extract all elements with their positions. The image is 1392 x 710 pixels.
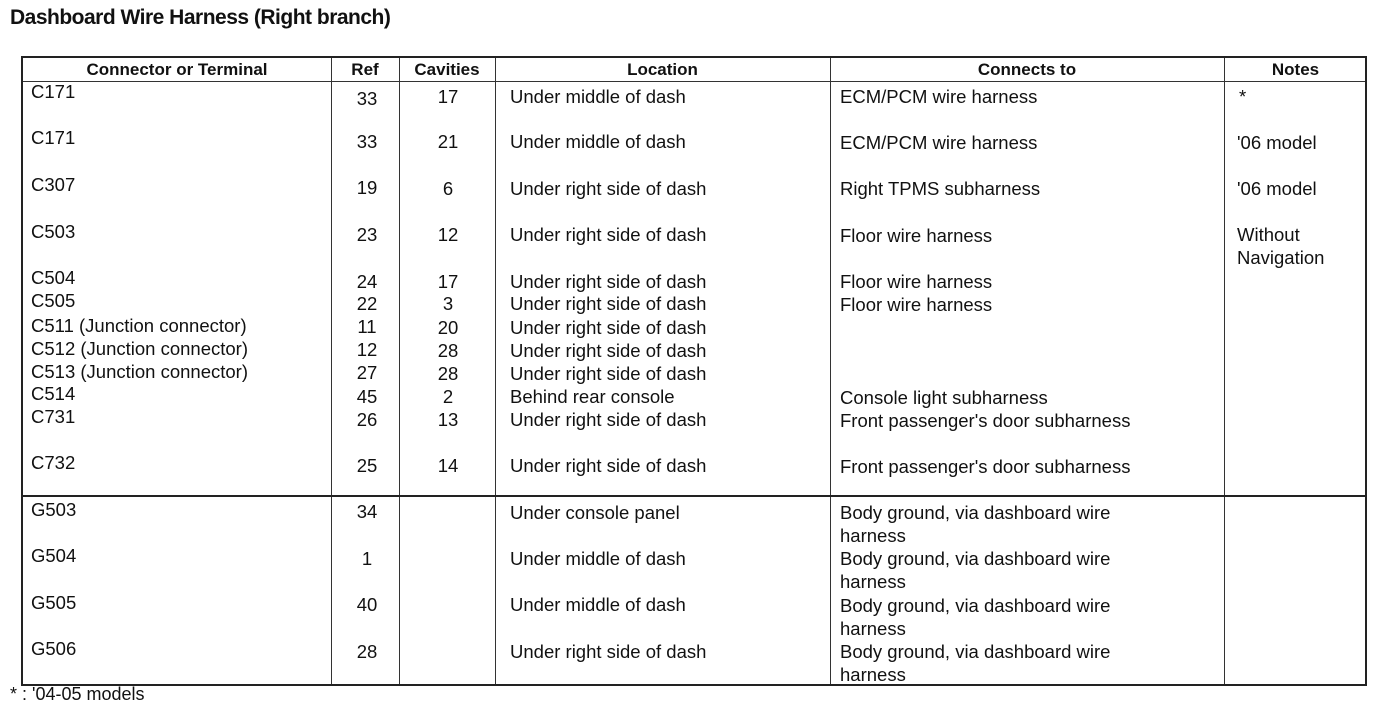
header-divider xyxy=(23,81,1365,82)
connects-to-cell: Front passenger's door subharness xyxy=(840,456,1131,477)
ref-cell: 12 xyxy=(356,339,378,360)
location-cell: Under middle of dash xyxy=(510,594,686,615)
cavities-cell: 13 xyxy=(437,409,459,430)
page-title: Dashboard Wire Harness (Right branch) xyxy=(10,6,391,29)
location-cell: Behind rear console xyxy=(510,386,675,407)
connector-cell: C512 (Junction connector) xyxy=(31,338,248,359)
connects-to-cell: Body ground, via dashboard wire harness xyxy=(840,502,1111,546)
connector-cell: C505 xyxy=(31,290,76,311)
header-connector: Connector or Terminal xyxy=(86,60,268,79)
location-cell: Under middle of dash xyxy=(510,548,686,569)
header-connects-to: Connects to xyxy=(977,60,1077,79)
location-cell: Under middle of dash xyxy=(510,86,686,107)
ref-cell: 34 xyxy=(356,501,378,522)
section-divider xyxy=(23,495,1365,497)
notes-cell: Without Navigation xyxy=(1237,224,1325,268)
ref-cell: 23 xyxy=(356,224,378,245)
ref-cell: 22 xyxy=(356,293,378,314)
ref-cell: 33 xyxy=(356,88,378,109)
cavities-cell: 17 xyxy=(437,86,459,107)
cavities-cell: 14 xyxy=(437,455,459,476)
connects-to-cell: Body ground, via dashboard wire harness xyxy=(840,641,1111,685)
connects-to-cell: ECM/PCM wire harness xyxy=(840,86,1038,107)
ref-cell: 25 xyxy=(356,455,378,476)
connects-to-cell: Console light subharness xyxy=(840,387,1048,408)
location-cell: Under right side of dash xyxy=(510,340,707,361)
connector-cell: C731 xyxy=(31,406,76,427)
location-cell: Under right side of dash xyxy=(510,455,707,476)
cavities-cell: 21 xyxy=(437,131,459,152)
notes-cell: * xyxy=(1239,86,1247,107)
cavities-cell: 20 xyxy=(437,317,459,338)
location-cell: Under right side of dash xyxy=(510,293,707,314)
connector-cell: G506 xyxy=(31,638,77,659)
header-location: Location xyxy=(627,60,698,79)
connects-to-cell: Floor wire harness xyxy=(840,294,993,315)
connector-cell: C503 xyxy=(31,221,76,242)
cavities-cell: 28 xyxy=(437,340,459,361)
ref-cell: 45 xyxy=(356,386,378,407)
connects-to-cell: ECM/PCM wire harness xyxy=(840,132,1038,153)
connects-to-cell: Right TPMS subharness xyxy=(840,178,1041,199)
location-cell: Under right side of dash xyxy=(510,178,707,199)
cavities-cell: 12 xyxy=(437,224,459,245)
ref-cell: 1 xyxy=(361,548,373,569)
connector-cell: C511 (Junction connector) xyxy=(31,315,247,336)
footnote: * : '04-05 models xyxy=(10,684,145,704)
header-notes: Notes xyxy=(1271,60,1320,79)
cavities-cell: 17 xyxy=(437,271,459,292)
ref-cell: 24 xyxy=(356,271,378,292)
connector-cell: C504 xyxy=(31,267,76,288)
location-cell: Under right side of dash xyxy=(510,224,707,245)
ref-cell: 19 xyxy=(356,177,378,198)
ref-cell: 11 xyxy=(357,316,377,337)
harness-table xyxy=(21,56,1367,686)
column-divider xyxy=(331,58,332,684)
connector-cell: C513 (Junction connector) xyxy=(31,361,248,382)
location-cell: Under right side of dash xyxy=(510,317,707,338)
notes-cell: '06 model xyxy=(1237,132,1317,153)
location-cell: Under right side of dash xyxy=(510,271,707,292)
connector-cell: G503 xyxy=(31,499,77,520)
connector-cell: C514 xyxy=(31,383,76,404)
ref-cell: 26 xyxy=(356,409,378,430)
connects-to-cell: Floor wire harness xyxy=(840,225,993,246)
connector-cell: G505 xyxy=(31,592,77,613)
location-cell: Under console panel xyxy=(510,502,680,523)
cavities-cell: 6 xyxy=(442,178,454,199)
ref-cell: 28 xyxy=(356,641,378,662)
header-ref: Ref xyxy=(351,60,379,79)
column-divider xyxy=(830,58,831,684)
cavities-cell: 3 xyxy=(442,293,454,314)
ref-cell: 40 xyxy=(356,594,378,615)
connector-cell: C732 xyxy=(31,452,76,473)
header-cavities: Cavities xyxy=(414,60,480,79)
location-cell: Under middle of dash xyxy=(510,131,686,152)
location-cell: Under right side of dash xyxy=(510,409,707,430)
location-cell: Under right side of dash xyxy=(510,363,707,384)
connects-to-cell: Front passenger's door subharness xyxy=(840,410,1131,431)
cavities-cell: 2 xyxy=(442,386,454,407)
connector-cell: C171 xyxy=(31,81,76,102)
notes-cell: '06 model xyxy=(1237,178,1317,199)
connects-to-cell: Body ground, via dashboard wire harness xyxy=(840,548,1111,592)
ref-cell: 33 xyxy=(356,131,378,152)
connects-to-cell: Floor wire harness xyxy=(840,271,993,292)
connector-cell: C307 xyxy=(31,174,76,195)
column-divider xyxy=(495,58,496,684)
location-cell: Under right side of dash xyxy=(510,641,707,662)
cavities-cell: 28 xyxy=(437,363,459,384)
connector-cell: C171 xyxy=(31,127,76,148)
connector-cell: G504 xyxy=(31,545,77,566)
column-divider xyxy=(1224,58,1225,684)
ref-cell: 27 xyxy=(356,362,378,383)
connects-to-cell: Body ground, via dashboard wire harness xyxy=(840,595,1111,639)
